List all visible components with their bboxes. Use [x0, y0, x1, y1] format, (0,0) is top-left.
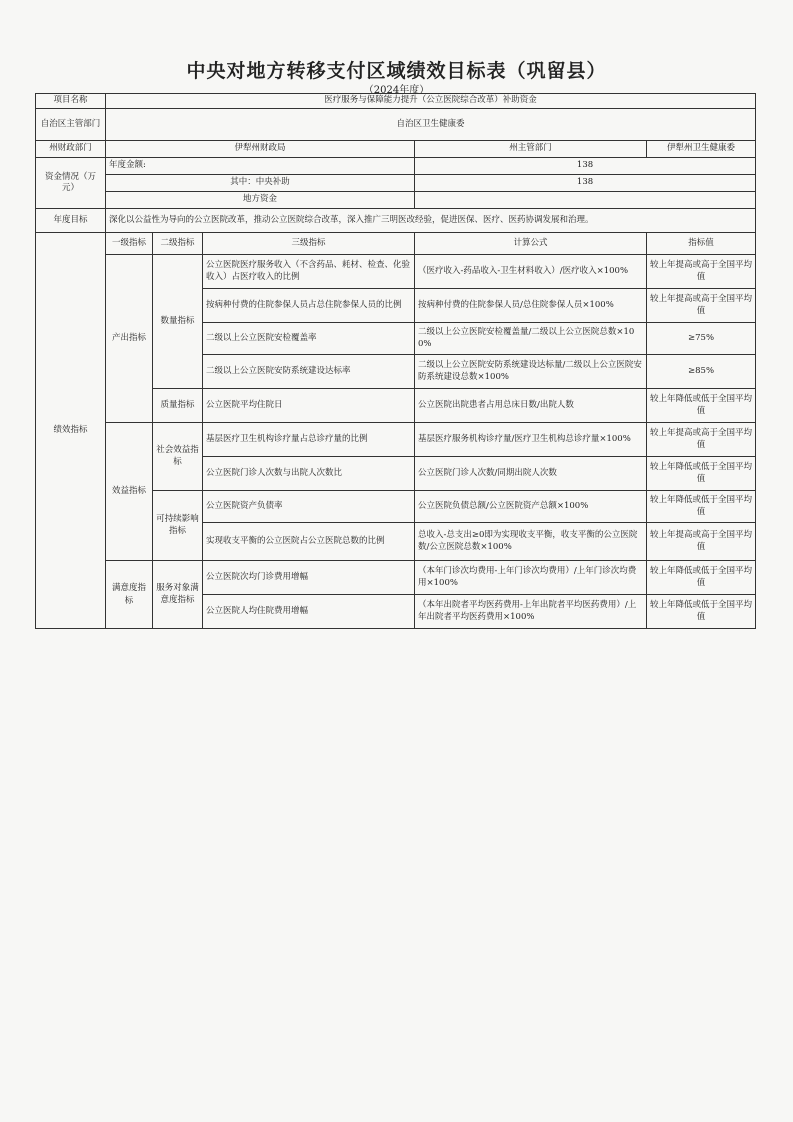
label-output: 产出指标	[106, 255, 153, 423]
label-satisfaction: 满意度指标	[106, 561, 153, 629]
row-project-name	[36, 94, 756, 109]
value-cell: 较上年降低或低于全国平均值	[647, 595, 756, 629]
row-perf-header	[36, 233, 756, 255]
label-local-amount: 地方资金	[106, 192, 415, 209]
indicator-cell: 公立医院平均住院日	[203, 389, 415, 423]
value-cell: 较上年降低或低于全国平均值	[647, 561, 756, 595]
value-cell: 较上年降低或低于全国平均值	[647, 457, 756, 491]
table-row	[36, 561, 756, 595]
label-perf: 绩效指标	[36, 233, 106, 629]
value-cell: 较上年提高或高于全国平均值	[647, 423, 756, 457]
label-project-name: 项目名称	[36, 94, 106, 109]
label-annual-goal: 年度目标	[36, 209, 106, 233]
value-cell: 较上年降低或低于全国平均值	[647, 389, 756, 423]
value-cell: ≥85%	[647, 355, 756, 389]
indicator-cell: 公立医院人均住院费用增幅	[203, 595, 415, 629]
value-annual-goal: 深化以公益性为导向的公立医院改革，推动公立医院综合改革，深入推广三明医改经验，促进医保、医疗、医药协调发展和治理。	[106, 209, 756, 233]
formula-cell: （本年出院者平均医药费用-上年出院者平均医药费用）/上年出院者平均医药费用×100%	[415, 595, 647, 629]
indicator-cell: 公立医院门诊人次数与出院人次数比	[203, 457, 415, 491]
value-cell: 较上年提高或高于全国平均值	[647, 289, 756, 323]
value-state-finance: 伊犁州财政局	[106, 141, 415, 158]
indicator-cell: 公立医院医疗服务收入（不含药品、耗材、检查、化验收入）占医疗收入的比例	[203, 255, 415, 289]
label-service: 服务对象满意度指标	[153, 561, 203, 629]
header-level1: 一级指标	[106, 233, 153, 255]
label-benefit: 效益指标	[106, 423, 153, 561]
formula-cell: 公立医院出院患者占用总床日数/出院人数	[415, 389, 647, 423]
indicator-cell: 公立医院资产负债率	[203, 491, 415, 523]
value-cell: 较上年提高或高于全国平均值	[647, 255, 756, 289]
row-local-amount	[36, 192, 756, 209]
row-central-amount	[36, 175, 756, 192]
formula-cell: 总收入-总支出≥0即为实现收支平衡，收支平衡的公立医院数/公立医院总数×100%	[415, 523, 647, 561]
indicator-cell: 二级以上公立医院安检覆盖率	[203, 323, 415, 355]
label-social: 社会效益指标	[153, 423, 203, 491]
row-annual-goal	[36, 209, 756, 233]
label-annual-amount: 年度金额:	[106, 158, 415, 175]
header-level3: 三级指标	[203, 233, 415, 255]
label-quality: 质量指标	[153, 389, 203, 423]
value-local-amount	[415, 192, 756, 209]
row-state-dept	[36, 141, 756, 158]
formula-cell: （本年门诊次均费用-上年门诊次均费用）/上年门诊次均费用×100%	[415, 561, 647, 595]
page-subtitle-year: （2024年度）	[363, 85, 430, 96]
formula-cell: 基层医疗服务机构诊疗量/医疗卫生机构总诊疗量×100%	[415, 423, 647, 457]
label-funds: 资金情况（万元）	[36, 158, 106, 209]
value-annual-amount: 138	[415, 158, 756, 175]
formula-cell: 按病种付费的住院参保人员/总住院参保人员×100%	[415, 289, 647, 323]
formula-cell: 公立医院门诊人次数/同期出院人次数	[415, 457, 647, 491]
value-cell: 较上年提高或高于全国平均值	[647, 523, 756, 561]
indicator-cell: 公立医院次均门诊费用增幅	[203, 561, 415, 595]
value-region-dept: 自治区卫生健康委	[106, 109, 756, 141]
value-state-dept: 伊犁州卫生健康委	[647, 141, 756, 158]
indicator-cell: 按病种付费的住院参保人员占总住院参保人员的比例	[203, 289, 415, 323]
value-central-amount: 138	[415, 175, 756, 192]
formula-cell: 公立医院负债总额/公立医院资产总额×100%	[415, 491, 647, 523]
value-cell: 较上年降低或低于全国平均值	[647, 491, 756, 523]
table-row	[36, 423, 756, 457]
label-sustain: 可持续影响指标	[153, 491, 203, 561]
label-state-finance: 州财政部门	[36, 141, 106, 158]
indicator-cell: 基层医疗卫生机构诊疗量占总诊疗量的比例	[203, 423, 415, 457]
label-quantity: 数量指标	[153, 255, 203, 389]
header-value: 指标值	[647, 233, 756, 255]
indicator-cell: 二级以上公立医院安防系统建设达标率	[203, 355, 415, 389]
label-region-dept: 自治区主管部门	[36, 109, 106, 141]
value-cell: ≥75%	[647, 323, 756, 355]
formula-cell: 二级以上公立医院安防系统建设达标量/二级以上公立医院安防系统建设总数×100%	[415, 355, 647, 389]
label-central-amount: 其中：中央补助	[106, 175, 415, 192]
label-state-dept	[415, 141, 647, 158]
header-formula: 计算公式	[415, 233, 647, 255]
row-region-dept	[36, 109, 756, 141]
header-level2: 二级指标	[153, 233, 203, 255]
value-project-name: 医疗服务与保障能力提升（公立医院综合改革）补助资金	[106, 94, 756, 109]
indicator-cell: 实现收支平衡的公立医院占公立医院总数的比例	[203, 523, 415, 561]
formula-cell: 二级以上公立医院安检覆盖量/二级以上公立医院总数×100%	[415, 323, 647, 355]
performance-target-table	[35, 93, 756, 629]
formula-cell: （医疗收入-药品收入-卫生材料收入）/医疗收入×100%	[415, 255, 647, 289]
row-annual-amount	[36, 158, 756, 175]
table-row	[36, 255, 756, 289]
page-title: 中央对地方转移支付区域绩效目标表（巩留县）	[186, 60, 607, 82]
label-state-dept-text: 州主管部门	[509, 143, 552, 154]
